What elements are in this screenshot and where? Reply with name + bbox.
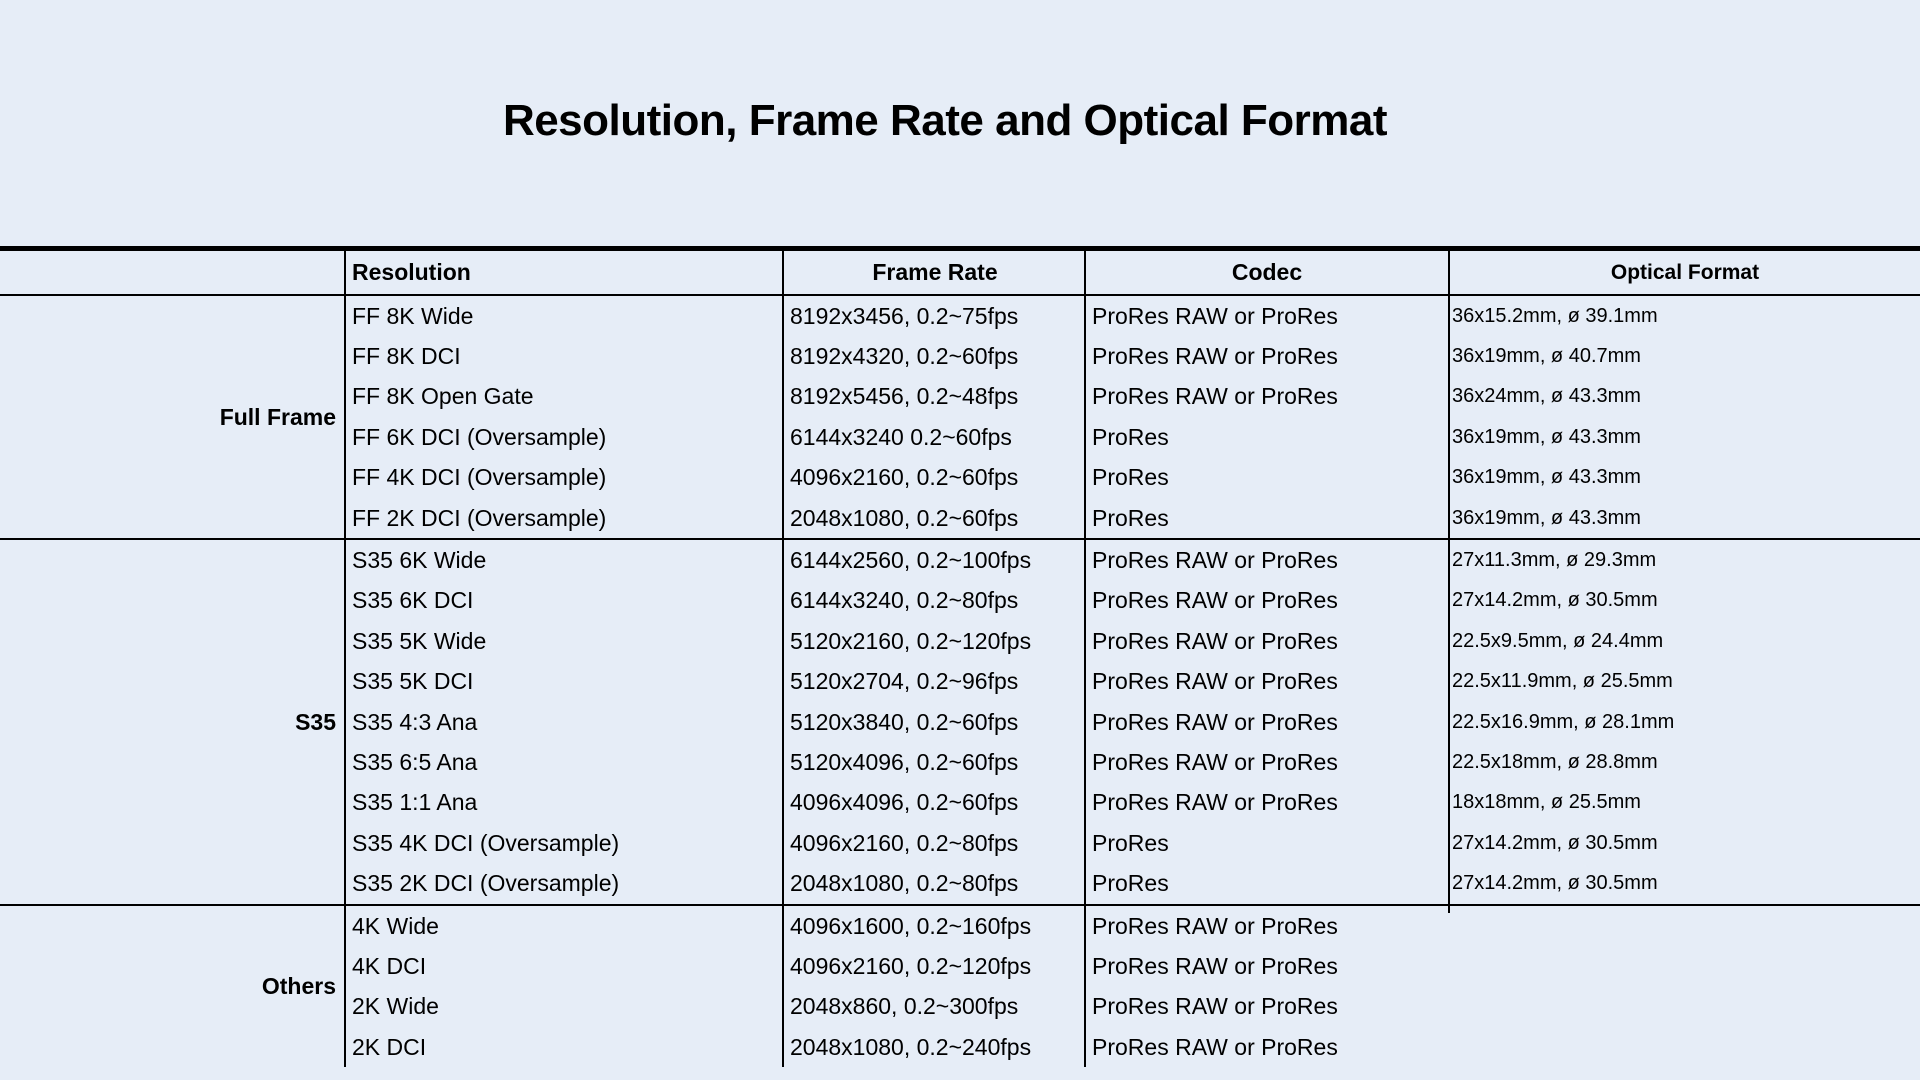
header-optical-format: Optical Format bbox=[1610, 260, 1760, 284]
table-row bbox=[0, 621, 1920, 661]
resolution-cell: S35 5K Wide bbox=[352, 627, 487, 654]
resolution-cell: S35 4:3 Ana bbox=[352, 708, 478, 735]
optical-format-cell: 36x19mm, ø 43.3mm bbox=[1452, 506, 1641, 529]
resolution-cell: S35 4K DCI (Oversample) bbox=[352, 829, 620, 856]
optical-format-cell: 27x14.2mm, ø 30.5mm bbox=[1452, 831, 1658, 854]
codec-cell: ProRes RAW or ProRes bbox=[1092, 748, 1338, 775]
frame-rate-cell: 2048x1080, 0.2~80fps bbox=[790, 870, 1019, 897]
row-group bbox=[0, 296, 1920, 540]
table-row bbox=[0, 946, 1920, 986]
optical-format-cell: 36x15.2mm, ø 39.1mm bbox=[1452, 304, 1658, 327]
resolution-cell: S35 6:5 Ana bbox=[352, 748, 478, 775]
resolution-cell: 4K DCI bbox=[352, 952, 427, 979]
codec-cell: ProRes RAW or ProRes bbox=[1092, 993, 1338, 1020]
optical-format-cell: 22.5x16.9mm, ø 28.1mm bbox=[1452, 710, 1675, 733]
table-body bbox=[0, 296, 1920, 1067]
codec-cell: ProRes RAW or ProRes bbox=[1092, 547, 1338, 574]
codec-cell: ProRes RAW or ProRes bbox=[1092, 952, 1338, 979]
optical-format-cell: 36x19mm, ø 43.3mm bbox=[1452, 466, 1641, 489]
frame-rate-cell: 6144x2560, 0.2~100fps bbox=[790, 547, 1032, 574]
codec-cell: ProRes RAW or ProRes bbox=[1092, 627, 1338, 654]
resolution-cell: FF 8K Open Gate bbox=[352, 383, 534, 410]
table-row bbox=[0, 742, 1920, 782]
table-row bbox=[0, 1027, 1920, 1067]
table-row bbox=[0, 987, 1920, 1027]
table-row bbox=[0, 581, 1920, 621]
frame-rate-cell: 5120x4096, 0.2~60fps bbox=[790, 748, 1019, 775]
table-row bbox=[0, 417, 1920, 457]
optical-format-cell: 22.5x18mm, ø 28.8mm bbox=[1452, 750, 1658, 773]
resolution-cell: S35 5K DCI bbox=[352, 668, 474, 695]
table-row bbox=[0, 377, 1920, 417]
codec-cell: ProRes RAW or ProRes bbox=[1092, 302, 1338, 329]
optical-format-cell bbox=[1452, 946, 1920, 986]
frame-rate-cell: 5120x2160, 0.2~120fps bbox=[790, 627, 1032, 654]
frame-rate-cell: 2048x860, 0.2~300fps bbox=[790, 993, 1019, 1020]
frame-rate-cell: 2048x1080, 0.2~240fps bbox=[790, 1033, 1032, 1060]
optical-format-cell: 27x14.2mm, ø 30.5mm bbox=[1452, 872, 1658, 895]
frame-rate-cell: 4096x4096, 0.2~60fps bbox=[790, 789, 1019, 816]
resolution-cell: S35 6K DCI bbox=[352, 587, 474, 614]
frame-rate-cell: 8192x5456, 0.2~48fps bbox=[790, 383, 1019, 410]
codec-cell: ProRes RAW or ProRes bbox=[1092, 912, 1338, 939]
row-group bbox=[0, 906, 1920, 1068]
frame-rate-cell: 6144x3240 0.2~60fps bbox=[790, 423, 1012, 450]
frame-rate-cell: 2048x1080, 0.2~60fps bbox=[790, 504, 1019, 531]
optical-format-cell bbox=[1452, 906, 1920, 946]
codec-cell: ProRes RAW or ProRes bbox=[1092, 1033, 1338, 1060]
optical-format-cell: 22.5x11.9mm, ø 25.5mm bbox=[1452, 670, 1673, 693]
codec-cell: ProRes RAW or ProRes bbox=[1092, 343, 1338, 370]
codec-cell: ProRes bbox=[1092, 423, 1169, 450]
codec-cell: ProRes bbox=[1092, 464, 1169, 491]
resolution-cell: S35 6K Wide bbox=[352, 547, 487, 574]
group-label: Others bbox=[261, 973, 336, 1000]
group-label: S35 bbox=[295, 708, 336, 735]
optical-format-cell: 36x24mm, ø 43.3mm bbox=[1452, 385, 1641, 408]
table-row bbox=[0, 662, 1920, 702]
resolution-cell: 2K DCI bbox=[352, 1033, 427, 1060]
codec-cell: ProRes bbox=[1092, 504, 1169, 531]
resolution-cell: FF 2K DCI (Oversample) bbox=[352, 504, 607, 531]
optical-format-cell bbox=[1452, 1027, 1920, 1067]
table-row bbox=[0, 783, 1920, 823]
spec-table bbox=[0, 246, 1920, 1067]
codec-cell: ProRes RAW or ProRes bbox=[1092, 789, 1338, 816]
page-title: Resolution, Frame Rate and Optical Format bbox=[502, 96, 1388, 145]
optical-format-cell: 18x18mm, ø 25.5mm bbox=[1452, 791, 1641, 814]
frame-rate-cell: 4096x2160, 0.2~120fps bbox=[790, 952, 1032, 979]
resolution-cell: S35 1:1 Ana bbox=[352, 789, 478, 816]
header-resolution: Resolution bbox=[352, 259, 471, 285]
frame-rate-cell: 8192x3456, 0.2~75fps bbox=[790, 302, 1019, 329]
group-label: Full Frame bbox=[219, 403, 336, 430]
codec-cell: ProRes RAW or ProRes bbox=[1092, 708, 1338, 735]
frame-rate-cell: 4096x2160, 0.2~60fps bbox=[790, 464, 1019, 491]
codec-cell: ProRes bbox=[1092, 829, 1169, 856]
optical-format-cell: 22.5x9.5mm, ø 24.4mm bbox=[1452, 629, 1664, 652]
table-row bbox=[0, 540, 1920, 580]
resolution-cell: 4K Wide bbox=[352, 912, 439, 939]
header-row bbox=[0, 251, 1920, 296]
table-row bbox=[0, 863, 1920, 903]
resolution-cell: S35 2K DCI (Oversample) bbox=[352, 870, 620, 897]
resolution-cell: FF 6K DCI (Oversample) bbox=[352, 423, 607, 450]
optical-format-cell bbox=[1452, 987, 1920, 1027]
table-row bbox=[0, 296, 1920, 336]
optical-format-cell: 27x14.2mm, ø 30.5mm bbox=[1452, 589, 1658, 612]
table-row bbox=[0, 458, 1920, 498]
resolution-cell: FF 4K DCI (Oversample) bbox=[352, 464, 607, 491]
frame-rate-cell: 6144x3240, 0.2~80fps bbox=[790, 587, 1019, 614]
optical-format-cell: 27x11.3mm, ø 29.3mm bbox=[1452, 549, 1657, 572]
codec-cell: ProRes bbox=[1092, 870, 1169, 897]
codec-cell: ProRes RAW or ProRes bbox=[1092, 587, 1338, 614]
table-row bbox=[0, 498, 1920, 538]
frame-rate-cell: 4096x2160, 0.2~80fps bbox=[790, 829, 1019, 856]
frame-rate-cell: 5120x3840, 0.2~60fps bbox=[790, 708, 1019, 735]
table-row bbox=[0, 906, 1920, 946]
optical-format-cell: 36x19mm, ø 43.3mm bbox=[1452, 425, 1641, 448]
row-group bbox=[0, 540, 1920, 906]
frame-rate-cell: 5120x2704, 0.2~96fps bbox=[790, 668, 1019, 695]
resolution-cell: 2K Wide bbox=[352, 993, 439, 1020]
resolution-cell: FF 8K Wide bbox=[352, 302, 474, 329]
table-row bbox=[0, 823, 1920, 863]
codec-cell: ProRes RAW or ProRes bbox=[1092, 668, 1338, 695]
table-row bbox=[0, 702, 1920, 742]
resolution-cell: FF 8K DCI bbox=[352, 343, 461, 370]
codec-cell: ProRes RAW or ProRes bbox=[1092, 383, 1338, 410]
frame-rate-cell: 8192x4320, 0.2~60fps bbox=[790, 343, 1019, 370]
header-group bbox=[0, 251, 336, 294]
optical-format-cell: 36x19mm, ø 40.7mm bbox=[1452, 345, 1641, 368]
table-row bbox=[0, 336, 1920, 376]
frame-rate-cell: 4096x1600, 0.2~160fps bbox=[790, 912, 1032, 939]
header-codec: Codec bbox=[1231, 259, 1303, 285]
header-frame-rate: Frame Rate bbox=[872, 259, 998, 285]
